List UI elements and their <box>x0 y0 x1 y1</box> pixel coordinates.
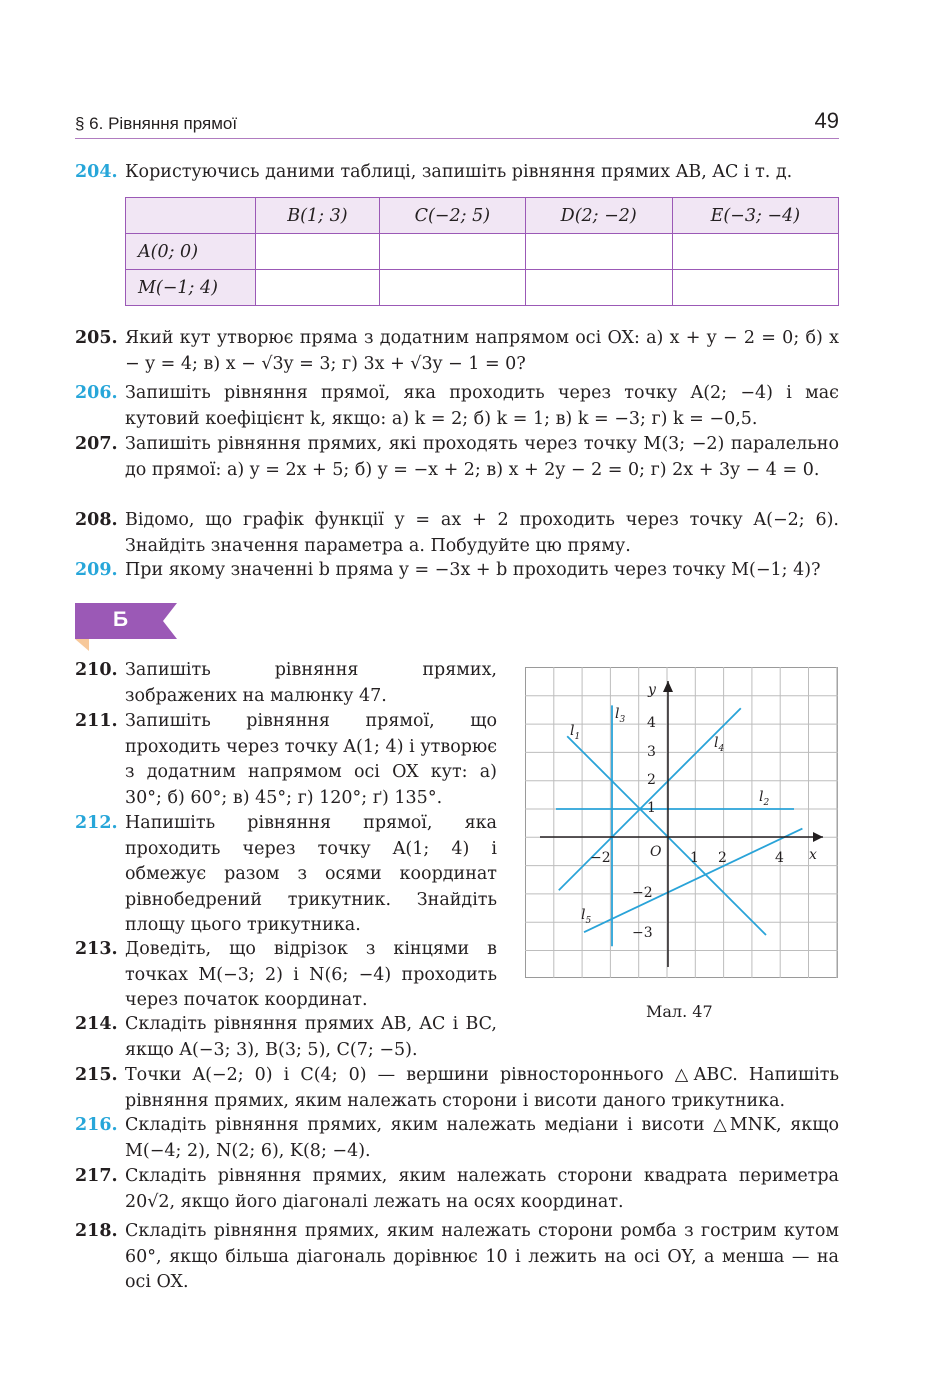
y-tick-label: 1 <box>647 800 656 816</box>
problem-218 <box>75 1219 839 1296</box>
table-cell <box>525 234 672 270</box>
line-label: $l_3$ <box>615 706 626 725</box>
problem-number: 216. <box>75 1115 118 1135</box>
line-label: $l_5$ <box>581 907 592 926</box>
table-cell <box>379 270 525 306</box>
problem-205 <box>75 326 839 377</box>
table-corner <box>126 198 256 234</box>
problem-206 <box>75 381 839 432</box>
problem-text: Запишіть рівняння прямих, зображених на малюнку 47. <box>125 660 497 706</box>
x-axis-label: x <box>809 847 817 863</box>
y-tick-label: −2 <box>632 885 653 901</box>
y-tick-label: 3 <box>647 744 656 760</box>
y-tick-label: −3 <box>632 925 653 941</box>
figure-caption: Мал. 47 <box>646 1002 713 1021</box>
y-tick-label: 4 <box>647 715 656 731</box>
y-axis-arrow-icon <box>663 681 673 692</box>
problem-number: 218. <box>75 1221 118 1241</box>
line-label: $l_1$ <box>570 723 581 742</box>
problem-number: 212. <box>75 813 118 833</box>
problem-207 <box>75 432 839 483</box>
problem-text: Який кут утворює пряма з додатним напрямом осі OX: а) x + y − 2 = 0; б) x − y = 4; в) x − √3y = 3; г) 3x + √3y − 1 = 0? <box>125 328 839 374</box>
grid <box>525 667 838 978</box>
section-title: § 6. Рівняння прямої <box>75 114 238 133</box>
problem-number: 207. <box>75 434 118 454</box>
table-cell <box>672 270 838 306</box>
problem-number: 206. <box>75 383 118 403</box>
origin-label: O <box>650 844 662 860</box>
problem-text: Відомо, що графік функції y = ax + 2 проходить через точку A(−2; 6). Знайдіть значення параметра a. Побудуйте цю пряму. <box>125 510 839 556</box>
figure-47 <box>525 667 838 978</box>
page-number: 49 <box>814 108 839 133</box>
problem-text: При якому значенні b пряма y = −3x + b проходить через точку M(−1; 4)? <box>125 560 821 580</box>
table-row-header: A(0; 0) <box>126 234 256 270</box>
table-cell <box>525 270 672 306</box>
problem-text: Користуючись даними таблиці, запишіть рівняння прямих AB, AC і т. д. <box>125 162 793 182</box>
x-tick-label: −2 <box>590 850 611 866</box>
problem-212 <box>75 811 497 939</box>
grid-border <box>526 668 838 978</box>
problem-number: 204. <box>75 162 118 182</box>
coordinates-table <box>125 197 839 306</box>
x-tick-label: 2 <box>718 850 727 866</box>
problem-number: 208. <box>75 510 118 530</box>
x-tick-label: 1 <box>690 850 699 866</box>
problem-text: Доведіть, що відрізок з кінцями в точках M(−3; 2) і N(6; −4) проходить через початок координат. <box>125 939 497 1010</box>
table-cell <box>256 270 380 306</box>
problem-204 <box>75 160 839 186</box>
table-cell <box>672 234 838 270</box>
problem-208 <box>75 508 839 559</box>
table-cell <box>256 234 380 270</box>
line-label: $l_4$ <box>714 735 725 754</box>
problem-216 <box>75 1113 839 1164</box>
problem-text: Запишіть рівняння прямих, які проходять через точку M(3; −2) паралельно до прямої: а) y = 2x + 5; б) y = −x + 2; в) x + 2y − 2 = 0; г) 2x + 3y − 4 = 0. <box>125 434 839 480</box>
x-tick-label: 4 <box>775 850 784 866</box>
problem-text: Запишіть рівняння прямої, яка проходить через точку A(2; −4) і має кутовий коефіцієнт k, якщо: а) k = 2; б) k = 1; в) k = −3; г) k = −0,5. <box>125 383 839 429</box>
problem-text: Складіть рівняння прямих, яким належать сторони квадрата периметра 20√2, якщо його діагоналі лежать на осях координат. <box>125 1166 839 1212</box>
table-header-cell: B(1; 3) <box>256 198 380 234</box>
table-row-header: M(−1; 4) <box>126 270 256 306</box>
problem-text: Напишіть рівняння прямої, яка проходить через точку A(1; 4) і обмежує разом з осями координат рівнобедрений трикутник. Знайдіть площу цього трикутника. <box>125 813 497 935</box>
y-tick-label: 2 <box>647 772 656 788</box>
problem-text: Складіть рівняння прямих AB, AC і BC, якщо A(−3; 3), B(3; 5), C(7; −5). <box>125 1014 497 1060</box>
problem-213 <box>75 937 497 1014</box>
problem-number: 210. <box>75 660 118 680</box>
problem-211 <box>75 709 497 811</box>
line-label: $l_2$ <box>759 789 770 808</box>
problem-number: 213. <box>75 939 118 959</box>
line-l5 <box>584 829 802 933</box>
table-header-cell: D(2; −2) <box>525 198 672 234</box>
problem-text: Складіть рівняння прямих, яким належать медіани і висоти △MNK, якщо M(−4; 2), N(2; 6), K(8; −4). <box>125 1115 839 1161</box>
problem-number: 205. <box>75 328 118 348</box>
problem-209 <box>75 558 839 584</box>
figure-lines <box>556 705 802 946</box>
table-cell <box>379 234 525 270</box>
problem-number: 214. <box>75 1014 118 1034</box>
x-axis-arrow-icon <box>813 832 823 842</box>
y-axis-label: y <box>648 682 656 698</box>
problem-number: 217. <box>75 1166 118 1186</box>
problem-text: Складіть рівняння прямих, яким належать сторони ромба з гострим кутом 60°, якщо більша діагональ дорівнює 10 і лежить на осі OY, а менша — на осі OX. <box>125 1221 839 1292</box>
problem-text: Точки A(−2; 0) і C(4; 0) — вершини рівностороннього △ABC. Напишіть рівняння прямих, яким належать сторони і висоти даного трикутника. <box>125 1065 839 1111</box>
problem-number: 215. <box>75 1065 118 1085</box>
problem-number: 209. <box>75 560 118 580</box>
level-badge <box>75 603 177 639</box>
problem-number: 211. <box>75 711 118 731</box>
problem-214 <box>75 1012 497 1063</box>
problem-217 <box>75 1164 839 1215</box>
problem-210 <box>75 658 497 709</box>
problem-215 <box>75 1063 839 1114</box>
table-header-cell: E(−3; −4) <box>672 198 838 234</box>
problem-text: Запишіть рівняння прямої, що проходить через точку A(1; 4) і утворює з додатним напрямом осі OX кут: а) 30°; б) 60°; в) 45°; г) 120°; ґ) 135°. <box>125 711 497 808</box>
table-header-cell: C(−2; 5) <box>379 198 525 234</box>
badge-letter: Б <box>113 608 129 631</box>
page-header <box>75 108 839 139</box>
